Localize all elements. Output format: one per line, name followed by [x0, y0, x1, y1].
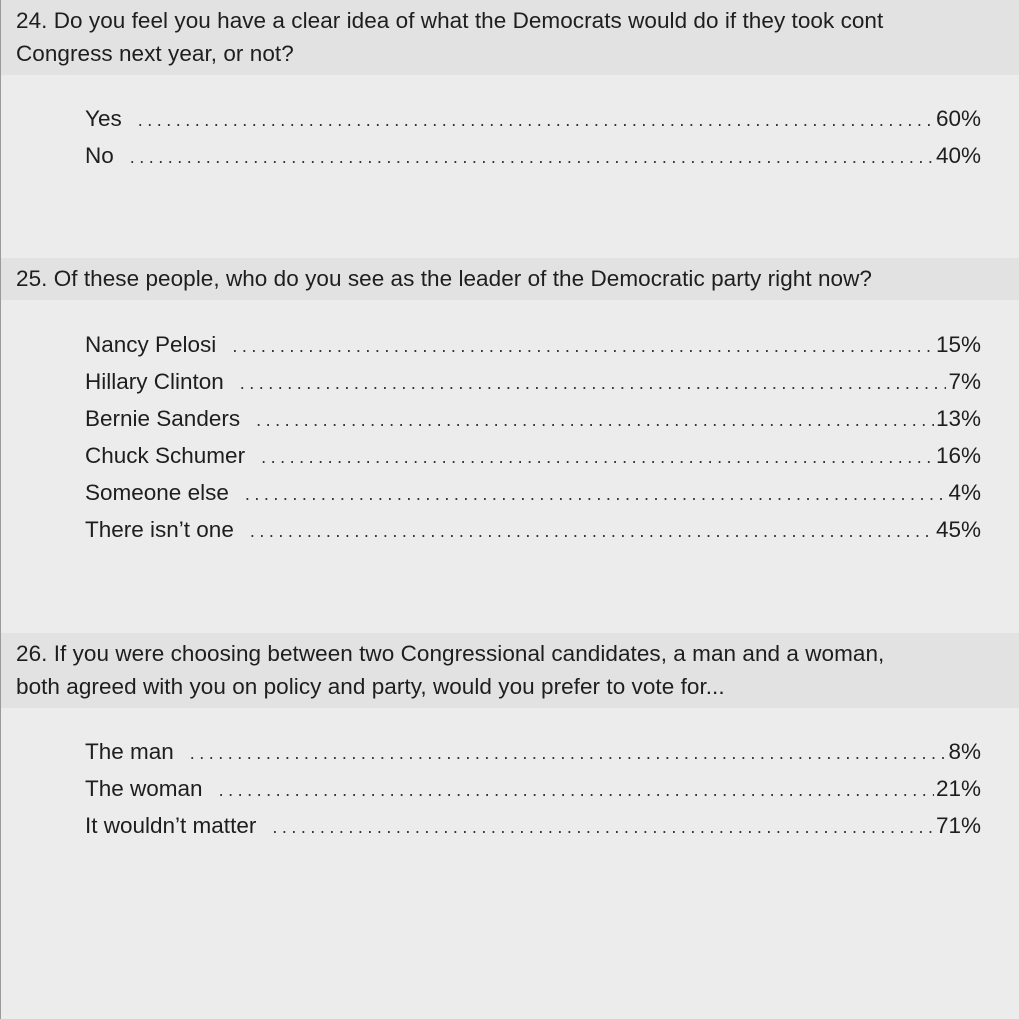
answer-row — [85, 400, 981, 437]
question-text-line-1: 25. Of these people, who do you see as the leader of the Democratic party right now? — [16, 266, 872, 291]
question-text-line-2: Congress next year, or not? — [16, 41, 294, 66]
answer-row — [85, 474, 981, 511]
answer-percent: 60% — [935, 106, 981, 131]
dot-leader — [232, 328, 934, 365]
answer-label: Chuck Schumer — [85, 443, 246, 468]
answer-label: The man — [85, 739, 174, 764]
answer-label: Someone else — [85, 480, 229, 505]
answer-label: There isn’t one — [85, 517, 234, 542]
answer-label: The woman — [85, 776, 203, 801]
dot-leader — [130, 139, 934, 176]
answer-row — [85, 807, 981, 844]
answer-percent: 21% — [935, 776, 981, 801]
answer-percent: 71% — [935, 813, 981, 838]
answer-label: It wouldn’t matter — [85, 813, 257, 838]
answer-percent: 16% — [935, 443, 981, 468]
dot-leader — [250, 513, 934, 550]
dot-leader — [138, 102, 934, 139]
answer-percent: 15% — [935, 332, 981, 357]
dot-leader — [190, 735, 947, 772]
answer-label: No — [85, 143, 114, 168]
answer-label: Nancy Pelosi — [85, 332, 217, 357]
answer-percent: 4% — [948, 480, 981, 505]
answer-label: Yes — [85, 106, 122, 131]
answer-percent: 7% — [948, 369, 981, 394]
answer-list — [85, 326, 981, 548]
answer-percent: 40% — [935, 143, 981, 168]
dot-leader — [261, 439, 934, 476]
question-24 — [1, 0, 1019, 168]
question-text-line-1: 24. Do you feel you have a clear idea of what the Democrats would do if they took cont — [16, 8, 884, 33]
answer-percent: 45% — [935, 517, 981, 542]
answer-label: Hillary Clinton — [85, 369, 224, 394]
question-heading — [1, 633, 1019, 708]
answer-label: Bernie Sanders — [85, 406, 241, 431]
dot-leader — [245, 476, 947, 513]
answer-percent: 13% — [935, 406, 981, 431]
answer-list — [85, 733, 981, 844]
answer-row — [85, 100, 981, 137]
dot-leader — [272, 809, 934, 846]
question-26 — [1, 633, 1019, 838]
answer-list — [85, 100, 981, 174]
answer-row — [85, 137, 981, 174]
question-heading — [1, 258, 1019, 300]
answer-percent: 8% — [948, 739, 981, 764]
answer-row — [85, 326, 981, 363]
dot-leader — [240, 365, 947, 402]
question-text-line-1: 26. If you were choosing between two Congressional candidates, a man and a woman, — [16, 641, 885, 666]
answer-row — [85, 363, 981, 400]
answer-row — [85, 733, 981, 770]
answer-row — [85, 770, 981, 807]
question-text-line-2: both agreed with you on policy and party, would you prefer to vote for... — [16, 674, 725, 699]
answer-row — [85, 511, 981, 548]
dot-leader — [256, 402, 934, 439]
answer-row — [85, 437, 981, 474]
question-heading — [1, 0, 1019, 75]
dot-leader — [219, 772, 934, 809]
question-25 — [1, 258, 1019, 542]
